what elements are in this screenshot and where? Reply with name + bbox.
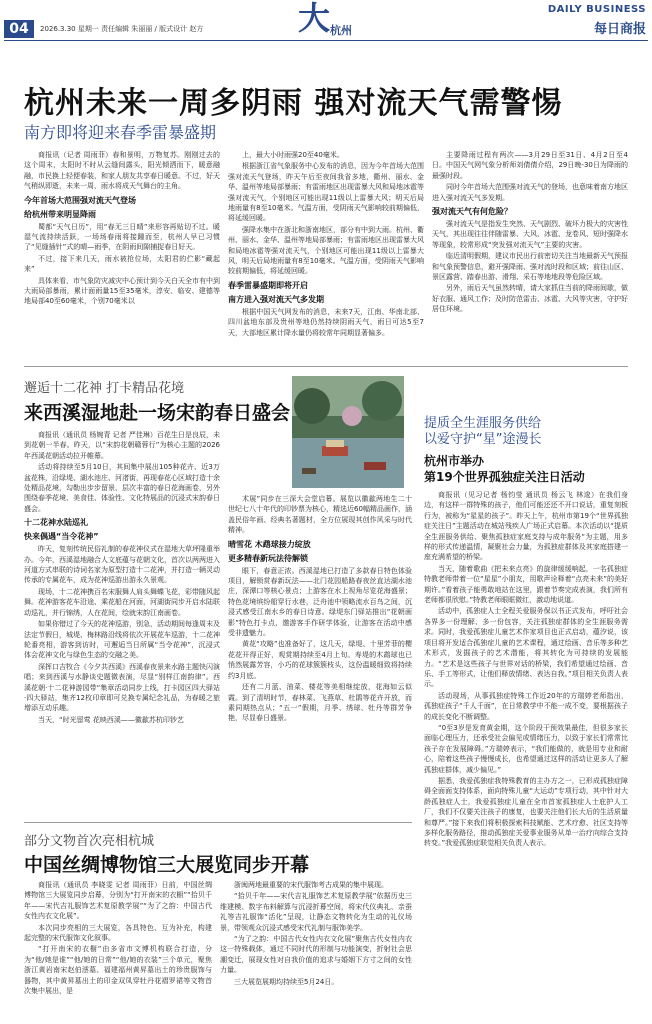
paragraph: 上，最大小时雨强20至40毫米。 bbox=[242, 151, 344, 159]
autism-kicker bbox=[424, 416, 541, 448]
section-divider-lower bbox=[24, 822, 412, 823]
section-logo-city: 杭州 bbox=[330, 24, 352, 37]
wetland-kicker: 邂逅十二花神 打卡精品花境 bbox=[24, 381, 185, 396]
paragraph: 具体来看，市气象防灾减灾中心预计到今天白天全市有中到大雨局部暴雨，累计面雨量15至35毫米，淳安、临安、建德等地局部40至60毫米，个别70毫米以 bbox=[24, 276, 220, 306]
paragraph: 活动现场，从事孤独症特殊工作近20年的方瑞婷老师指出，孤独症孩子“千人千面”，在日常教学中不能一成不变，要根据孩子的成长变化不断调整。 bbox=[424, 691, 628, 721]
paragraph: 黄花“攻略”也准备好了，这几天，绿堤、十里芳菲的樱花花开得正好，观赏期持续至4月上旬。寿堤的木鹉球也已悄然展露芳容，小巧的花球簇簇枝头，这份温暖细致将持续约3月底。 bbox=[228, 640, 412, 680]
paragraph: 浙闽两地最重要的宋代服饰考古成果的集中展现。 bbox=[234, 881, 388, 889]
subheading: 给杭州带来明显降雨 bbox=[24, 209, 96, 219]
paragraph: 强降水集中在浙北和浙南地区，部分有中到大雨。杭州、衢州、丽水、金华、温州等地局部暴雨；有雷雨地区出现雷暴大风和局地冰雹等强对流天气，个别地区可能出现11级以上雷暴大风，明天后局地雨量有8至10毫米。气温方面，受阴雨天气影响较前期偏低，将延缓回暖。 bbox=[228, 225, 424, 276]
subheading: 强对流天气有何危险？ bbox=[432, 207, 512, 217]
paragraph: 活动将持续至5月10日，其间集中展出105种花卉、近3万盆花株，沿绿堤、湖水池庄、河渚街，再现春花心区域打造十余处精品花境，勾勒出步步留景、层次丰富的春日花海画卷，另外围绕春季花境、美食佳、体验性、文化特展品的沉浸式宋韵春日盛会。 bbox=[24, 463, 220, 513]
subheading: 春季雷暴盛期即将开启 bbox=[228, 280, 308, 290]
autism-body bbox=[424, 490, 628, 1018]
wetland-column-2 bbox=[228, 494, 412, 816]
paragraph: 活动中，孤独症人士全程关爱服务保以书正式发布，呼吁社会各界多一份理解、多一份包容，关注孤独症群体的全生涯服务需求。同时，我爱孤独症儿童艺术作家项目也正式启动，蕴汐说，该项目将开发适合孤独症儿童的艺术课程，通过绘画、音乐等多种艺术形式，发掘孩子的艺术潜能，将其转化为可持续的发展能力。“艺术是这些孩子与世界对话的桥梁，我们希望通过绘画、音乐、手工等形式，让他们释放情绪、表达自我。”项目相关负责人表示。 bbox=[424, 607, 628, 689]
paragraph: “0至3岁是发育黄金期，这个阶段干预效果最佳，但很多家长面临心理压力，还承受社会偏见或情绪压力，以致于家长们常常比孩子存在发展障碍。”方瑞婷表示，“我们能做的，就是用专业和耐心，陪着这些孩子慢慢成长，也希望通过这样的活动让更多人了解孤独症群体，减少偏见。” bbox=[424, 723, 628, 774]
page-header bbox=[0, 0, 652, 62]
paragraph: 同时今年首场大范围强对流天气的登场，也意味着南方地区进入强对流天气多发期。 bbox=[432, 183, 628, 202]
silk-column-1 bbox=[24, 880, 212, 1018]
paragraph: 如果你错过了今天的花神巡游，别急，活动期间每逢周末及法定节假日，城堤、梅林路沿线将依次开展花车巡游，十二花神轮番亮相，游客到访时，可邂逅当日所属“当令花神”，沉浸式体会花神文化与绿色生态的交融之美。 bbox=[24, 620, 220, 660]
paragraph: 术展”同步在三深大会堂启幕。展览以徽歙两地生二十世纪七八十年代的印钞票为核心，精选近60幅精品画作，涵盖民俗年画、经典名著题材，全方位展现其创作风采与时代精神。 bbox=[228, 495, 412, 535]
paragraph: 商报讯（通讯员 杨婉青 记者 严佳琳）百花生日是良辰，未到花朝一半春。昨天，以“宋韵花朝赣蓉行”为核心主题的2026年西溪花朝活动拉开帷幕。 bbox=[24, 431, 220, 460]
paragraph: “为了之韵：中国古代女性内衣文化展”聚焦古代女性内衣这一特殊载体，通过不同时代的形制与功能演变，折射社会思潮变迁，展现女性对自我价值的追求与婚姻下方寸之间的女性力量。 bbox=[220, 935, 412, 975]
paragraph: 不过，接下来几天，雨水被抢位场，太阳君的伫影“藏起来” bbox=[24, 254, 220, 274]
paragraph: 现场，十二花神携百名宋服舞人肩头舞蝶飞花，彩带随风起舞。花神游客花车沿途、乘花船在河面，河湖街同步开启水陆联动巡礼，并行锦绣，人在花间，绘就宋韵江南画卷。 bbox=[24, 587, 220, 617]
paragraph: 据悉，我爱孤独症我特殊教育的主办方之一，已形成孤独症障碍全面面支持体系，面向特殊儿童“大运动”专项行动，其中针对大龄孤独症人士，我爱孤独症儿童在全市首家孤独症人士庇护人工厂，我们不仅要关注孩子的康复，也要关注他们长大后的生活质量和尊严。”接下来我们将积极探索科技赋能、艺术疗愈、社区支持等多样化服务路径，推动孤独症关爱事业服务从单一治疗向综合支持转变。”我爱孤独症联觉相关负责人表示。 bbox=[424, 776, 628, 848]
autism-headline: 第19个世界孤独症关注日活动 bbox=[424, 470, 585, 484]
paragraph: 深挥口吉牧合《今夕共西溪》西溪春夜景来水路主题快闪演唱；来到西溪与水静谈史题微表演，尽显“别样江南韵律”。西溪花朝·十二花神游园带“集章活动同步上线，打卡园区四大驿站·四大驿站，集齐12枚印章即可兑换专属纪念礼品，为春暖之旅增添互动乐趣。 bbox=[24, 662, 220, 713]
wetland-column-1 bbox=[24, 430, 220, 816]
page-number: 04 bbox=[4, 20, 34, 38]
paragraph: 商报讯（记者 周雨菲）春和景明，万物复苏。刚刚过去的这个周末，太阳时不时从云缝间露头，阳光倾洒而下，暖意融融，市民换上轻便春装，和家人朋友共享春日暖意。不过，好天气稍纵即逝，未来一周，雨水将成天气舞台的主角。 bbox=[24, 151, 220, 191]
wetland-photo bbox=[292, 376, 404, 488]
brand-chinese: 每日商报 bbox=[593, 22, 646, 37]
paragraph: 根据中国天气网发布的消息，未来7天，江南、华南北部、四川盆地东部及贵州等地仍然持续阴雨天气，雨日可达5至7天，大部地区累计降水量仍将较常年同期显著偏多。 bbox=[228, 307, 424, 337]
section-divider bbox=[24, 366, 628, 367]
paragraph: 当天，“时光留莺 花映西溪——徽歙苏杭印钞艺 bbox=[38, 715, 184, 724]
silk-kicker: 部分文物首次亮相杭城 bbox=[24, 834, 155, 849]
paragraph: 另外，雨后天气虽然转晴，请大家抓住当前的降雨间歇，做好衣服、通风工作；及时防范雷击、冰雹、大风等灾害，守护好居住环境。 bbox=[432, 284, 628, 314]
subheading: 晴雪花 木鹉球接力绽放 bbox=[228, 539, 311, 549]
paragraph: 眼下，春意正浓。西溪湿地已打造了多款春日特色体验项目，解锁赏春新玩法——北门花园船路春夜丝直达湖水池庄，深潭口等核心景点；上游客在水上视角尽览花海盛景；特色花境缤纷船穿行水巷，泛舟池中领略流水百鸟之间，沉浸式感受江南水乡的春日诗意。绿堤东门驿站推出“花朝画影”特色打卡点，邀游客手作研学体验，让游客在活动中感受非遗魅力。 bbox=[228, 566, 412, 638]
lead-headline: 杭州未来一周多阴雨 强对流天气需警惕 bbox=[24, 86, 563, 121]
paragraph: 三大展览展期均持续至5月24日。 bbox=[234, 977, 339, 986]
lead-subheadline: 南方即将迎来春季雷暴盛期 bbox=[24, 123, 217, 142]
paragraph: 蜀都“天气日历”，用“春无三日晴”来形容再贴切不过。暖湿气流持续活跃，一场场春雨将接踵而至，杭州人早已习惯了“见缝插针”式的晴—雨季，在阴雨间隙捕捉春日好天。 bbox=[24, 222, 220, 252]
autism-kicker-line-2: 以爱守护“星”途漫长 bbox=[424, 432, 542, 447]
paragraph: 临近清明假期，建议市民出行前密切关注当地最新天气预报和气象预警信息，避开强降雨、强对流时段和区域；前往山区、景区露营、踏春出游、滑翔、采石等地地段等危险区域。 bbox=[432, 252, 628, 282]
paragraph: 主要降雨过程有两次——3月29日至31日、4月2日至4日。中国天气网气象分析师刘倩倩介绍，29日晚-30日为降雨的最强时段。 bbox=[432, 151, 628, 180]
paragraph: “拾贝千年——宋代吉礼服饰艺术复原教学展”依据历史三维建模、数字布料解算与沉浸折幕空间，将宋代仪典礼、亲蚕礼等吉礼服饰“活化”呈现，让静态文物转化为生动的礼仪场景，带领观众沉浸式感受宋代礼制与服饰美学。 bbox=[220, 892, 412, 932]
paragraph: 本次同步亮相的三大展览，各具特色、互为补充，构建起完整的宋代服饰文化叙事。 bbox=[24, 923, 212, 943]
lead-column-2 bbox=[228, 150, 424, 358]
subheading: 十二花神水陆巡礼 bbox=[24, 518, 88, 528]
paragraph: 还有二月蓝、油菜、楼花等美相继绽放，花海如云似霞。到了清明时节，春林菜、飞燕草、杜鹃等花卉开放，而素同期热点从；“五一”假期，月季、绣球、牡丹等群芳争艳，尽显春日盛景。 bbox=[228, 683, 412, 723]
subheading: 南方进入强对流天气多发期 bbox=[228, 294, 324, 304]
subheading: 今年首场大范围强对流天气登场 bbox=[24, 195, 136, 205]
subheading: 更多精春新玩法待解锁 bbox=[228, 553, 308, 563]
paragraph: 当天，随着歌曲《把未来点亮》的旋律缓缓响起，一名孤独症特教老师带着一位“星星”小朋友，用歌声诠释着“点亮未来”的美好期许。”看着孩子能勇敢地站在这里，跟着节奏完成表演，我们所有老师都很欣慰。”特教老师眼眶微红，激动地说道。 bbox=[424, 564, 628, 605]
subheading: 快来偶遇“当令花神” bbox=[24, 532, 99, 542]
wetland-photo-image bbox=[292, 376, 404, 488]
brand-english: DAILY BUSINESS bbox=[547, 4, 646, 15]
paragraph: 商报讯（通讯员 李晓雯 记者 周雨菲）日前，中国丝绸博物馆三大展览同步启幕，分别为“打开南宋的衣橱”“拾贝千年——宋代吉礼服饰艺术复原教学展”“为了之韵：中国古代女性内衣文化展”。 bbox=[24, 881, 212, 921]
paragraph: 强对流天气是指发生突然、天气剧烈、破坏力极大的灾害性天气，其出现往往伴随雷暴、大风、冰雹、龙卷风、短时强降水等现象，较常形成“突发强对流天气”主要的灾害。 bbox=[432, 220, 628, 249]
lead-column-1 bbox=[24, 150, 220, 358]
paragraph: “打开南宋的衣橱”由多省市文博机构联合打造，分为“他/她是谁”“他/她的日常”“他/她的衣装”三个单元，聚焦浙江黄岩南宋赵伯澐墓、福建福州黄昇墓出土的珍贵服饰与器物，其中黄昇墓出土的印金双凤穿牡丹花褶罗裙等文物首次集中展出，是 bbox=[24, 945, 212, 996]
silk-headline: 中国丝绸博物馆三大展览同步开幕 bbox=[24, 854, 310, 876]
paragraph: 商报讯（见习记者 杨钧莹 通讯员 杨云飞 林逡）在我们身边，有这样一群特殊的孩子，他们可能还还不开口说话，重复刻板行为，被称为“星星的孩子”。昨天上午，杭州市第19个“世界孤独症关注日”主题活动在城站残疾人广场正式启幕。本次活动以“提质全生涯服务供给、聚焦孤独症家庭支持与成年服务”为主题，用多样的形式传递温情，凝聚社会力量，为孤独症群体及其家庭搭建一座充满希望的桥梁。 bbox=[424, 491, 628, 562]
silk-column-2 bbox=[220, 880, 412, 1018]
wetland-headline: 来西溪湿地赴一场宋韵春日盛会 bbox=[24, 402, 291, 424]
section-logo-glyph: 大 bbox=[298, 0, 331, 37]
issue-meta: 2026.3.30 星期一 责任编辑 朱丽丽 / 版式设计 赵方 bbox=[40, 25, 204, 33]
paragraph: 根据浙江省气象服务中心发布的消息，因为今年首场大范围强对流天气登场，昨天午后至夜间我省多地，衢州、丽水、金华、温州等地局部暴雨；有雷雨地区出现雷暴大风和局地冰雹等强对流天气，个别地区可能出现11级以上雷暴大风；明天后局地雨量有8至10毫米。气温方面，受阴雨天气影响较前期偏低，将延缓回暖。 bbox=[228, 162, 424, 223]
paragraph: 昨天，复刻传统民俗礼制的春花神仪式在湿地大草坪隆重举办。今年，西溪湿地融合人文底蕴与花朝文化，首次以两两进入河道方式串联的诗词名家为原型打造十二花神，并打造一辆灵动传承的专属花车，成为花神巡游出游永久景观。 bbox=[24, 545, 220, 585]
lead-column-3 bbox=[432, 150, 628, 358]
autism-location: 杭州市举办 bbox=[424, 454, 485, 468]
header-divider bbox=[4, 40, 648, 41]
autism-kicker-line-1: 提质全生涯服务供给 bbox=[424, 416, 542, 431]
